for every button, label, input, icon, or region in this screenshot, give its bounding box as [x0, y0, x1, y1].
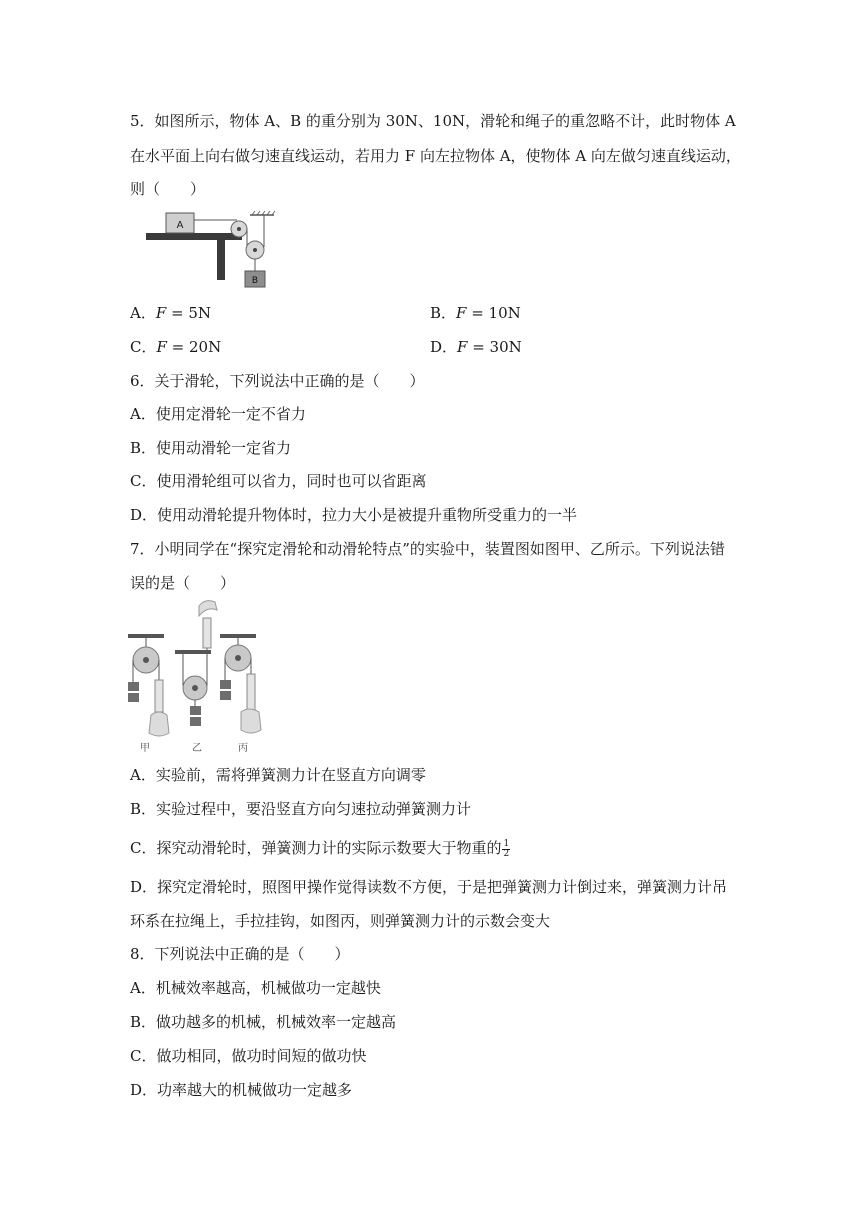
- q5-stem-line-2: 在水平面上向右做匀速直线运动，若用力 F 向左拉物体 A，使物体 A 向左做匀速直线运动，: [130, 147, 741, 165]
- fraction-one-half: $\frac{1}{2}$: [503, 838, 510, 859]
- q7-option-b: B．实验过程中，要沿竖直方向匀速拉动弹簧测力计: [130, 800, 472, 818]
- hand-bing: [241, 709, 261, 733]
- table-top: [146, 233, 242, 240]
- q6-option-d: D．使用动滑轮提升物体时，拉力大小是被提升重物所受重力的一半: [130, 506, 578, 524]
- table-leg: [217, 240, 225, 280]
- ceiling-bing: [220, 634, 256, 638]
- q7-option-c: C．探究动滑轮时，弹簧测力计的实际示数要大于物重的 $\frac{1}{2}$: [130, 838, 510, 859]
- q8-option-a: A．机械效率越高，机械做功一定越快: [130, 979, 381, 997]
- q5-option-a: A．F = 5N: [130, 304, 212, 322]
- block-a-label: A: [176, 220, 184, 231]
- q8-option-b: B．做功越多的机械，机械效率一定越高: [130, 1013, 397, 1031]
- q5-option-c: C．F = 20N: [130, 338, 222, 356]
- q6-option-c: C．使用滑轮组可以省力，同时也可以省距离: [130, 472, 427, 490]
- q8-stem: 8．下列说法中正确的是（ ）: [130, 945, 350, 963]
- q7-option-d-line-1: D．探究定滑轮时，照图甲操作觉得读数不方便，于是把弹簧测力计倒过来，弹簧测力计吊: [130, 878, 728, 896]
- q5-option-b: B．F = 10N: [430, 304, 521, 322]
- q5-stem-line-1: 5．如图所示，物体 A、B 的重分别为 30N、10N，滑轮和绳子的重忽略不计，此时物体 A: [130, 112, 736, 130]
- q6-option-b: B．使用动滑轮一定省力: [130, 439, 292, 457]
- block-b-label: B: [251, 276, 259, 286]
- q6-stem: 6．关于滑轮，下列说法中正确的是（ ）: [130, 372, 425, 390]
- q5-pulley-figure: [140, 205, 290, 293]
- ceiling-jia: [128, 634, 164, 638]
- label-yi: 乙: [192, 743, 202, 754]
- hand-yi: [199, 601, 217, 616]
- q7-experiment-figure: [125, 600, 275, 758]
- label-bing: 丙: [238, 743, 248, 754]
- q7-stem-line-1: 7．小明同学在“探究定滑轮和动滑轮特点”的实验中，装置图如图甲、乙所示。下列说法错: [130, 540, 725, 558]
- spring-scale-yi: [203, 618, 211, 648]
- hand-jia: [149, 712, 169, 736]
- q8-option-c: C．做功相同，做功时间短的做功快: [130, 1047, 367, 1065]
- q7-option-a: A．实验前，需将弹簧测力计在竖直方向调零: [130, 766, 426, 784]
- q7-option-d-line-2: 环系在拉绳上，手拉挂钩，如图丙，则弹簧测力计的示数会变大: [130, 912, 551, 930]
- q5-stem-line-3: 则（ ）: [130, 180, 206, 198]
- spring-scale-jia: [155, 680, 163, 712]
- q5-option-d: D．F = 30N: [430, 338, 522, 356]
- label-jia: 甲: [140, 743, 150, 754]
- q8-option-d: D．功率越大的机械做功一定越多: [130, 1081, 353, 1099]
- q6-option-a: A．使用定滑轮一定不省力: [130, 405, 306, 423]
- ceiling-yi: [175, 650, 211, 654]
- q7-stem-line-2: 误的是（ ）: [130, 574, 236, 592]
- spring-scale-bing: [247, 674, 255, 710]
